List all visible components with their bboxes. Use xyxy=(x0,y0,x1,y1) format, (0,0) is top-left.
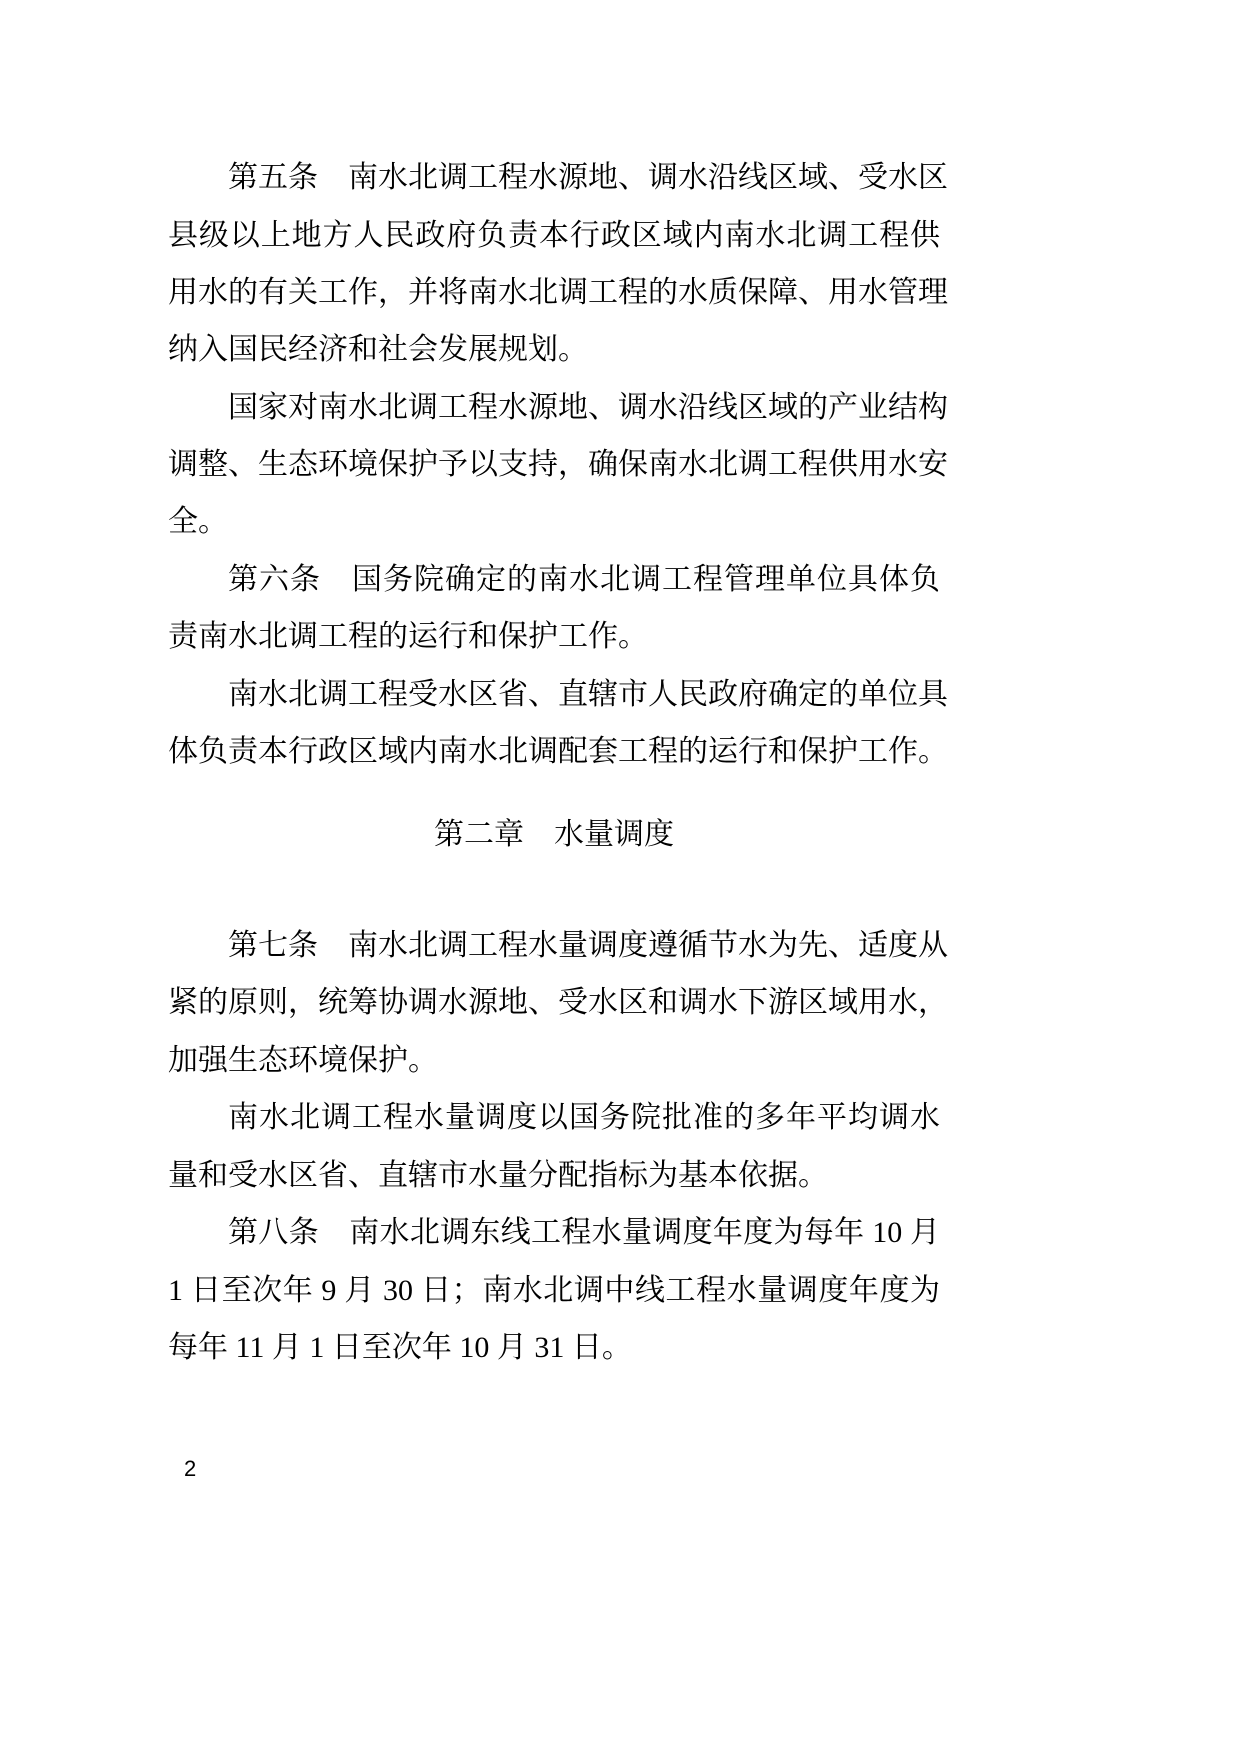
article-5-p2-line-2: 调整、生态环境保护予以支持，确保南水北调工程供用水安 xyxy=(168,448,948,481)
article-8-line-3: 每年 11 月 1 日至次年 10 月 31 日。 xyxy=(168,1331,632,1364)
article-6-p2-line-1: 南水北调工程受水区省、直辖市人民政府确定的单位具 xyxy=(228,678,948,711)
article-7-p2-line-1: 南水北调工程水量调度以国务院批准的多年平均调水 xyxy=(228,1101,940,1134)
article-8-line-2: 1 日至次年 9 月 30 日；南水北调中线工程水量调度年度为 xyxy=(168,1274,940,1307)
article-6-line-2: 责南水北调工程的运行和保护工作。 xyxy=(168,620,648,653)
page-number: 2 xyxy=(184,1456,197,1481)
article-7-p2-line-2: 量和受水区省、直辖市水量分配指标为基本依据。 xyxy=(168,1159,828,1192)
article-5-line-4: 纳入国民经济和社会发展规划。 xyxy=(168,333,588,366)
article-5-line-2: 县级以上地方人民政府负责本行政区域内南水北调工程供 xyxy=(168,219,940,252)
article-6-line-1: 第六条 国务院确定的南水北调工程管理单位具体负 xyxy=(228,563,940,596)
article-7-line-2: 紧的原则，统筹协调水源地、受水区和调水下游区域用水， xyxy=(168,986,948,1019)
article-5-line-3: 用水的有关工作，并将南水北调工程的水质保障、用水管理 xyxy=(168,276,948,309)
chapter-heading: 第二章 水量调度 xyxy=(434,818,674,851)
article-7-line-1: 第七条 南水北调工程水量调度遵循节水为先、适度从 xyxy=(228,929,948,962)
article-5-line-1: 第五条 南水北调工程水源地、调水沿线区域、受水区 xyxy=(228,161,948,194)
article-7-line-3: 加强生态环境保护。 xyxy=(168,1044,438,1077)
article-5-p2-line-3: 全。 xyxy=(168,505,228,538)
article-5-p2-line-1: 国家对南水北调工程水源地、调水沿线区域的产业结构 xyxy=(228,391,948,424)
article-6-p2-line-2: 体负责本行政区域内南水北调配套工程的运行和保护工作。 xyxy=(168,735,948,768)
article-8-line-1: 第八条 南水北调东线工程水量调度年度为每年 10 月 xyxy=(228,1216,940,1249)
